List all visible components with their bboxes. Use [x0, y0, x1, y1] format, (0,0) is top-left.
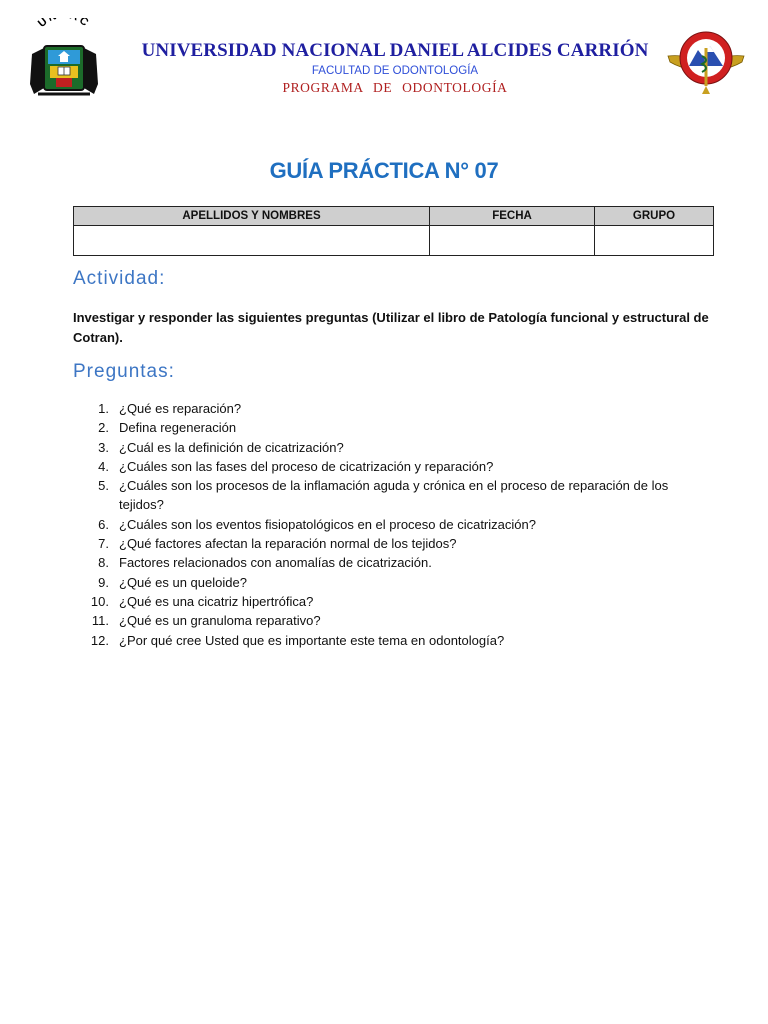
list-item-text: ¿Cuál es la definición de cicatrización? [119, 439, 344, 455]
list-item-number: 9. [98, 574, 109, 590]
list-item-number: 4. [98, 458, 109, 474]
header-group: GRUPO [595, 207, 714, 226]
student-info-table [73, 206, 714, 256]
list-item [73, 573, 715, 592]
list-item-text: ¿Cuáles son los procesos de la inflamación aguda y crónica en el proceso de reparación de los tejidos? [119, 478, 669, 513]
list-item-number: 6. [98, 516, 109, 532]
questions-heading: Preguntas: [73, 361, 175, 382]
undac-logo [28, 18, 100, 98]
list-item [73, 399, 715, 418]
group-cell[interactable] [595, 226, 714, 256]
activity-heading: Actividad: [73, 268, 166, 289]
list-item [73, 476, 715, 515]
logo-undac-text: U C [35, 18, 93, 30]
list-item [73, 553, 715, 572]
list-item [73, 631, 715, 650]
list-item-number: 1. [98, 401, 109, 416]
document-title: GUÍA PRÁCTICA N° 07 [269, 158, 499, 183]
list-item [73, 534, 715, 553]
table-header-row [74, 207, 714, 226]
list-item-number: 5. [98, 478, 109, 494]
university-name: UNIVERSIDAD NACIONAL DANIEL ALCIDES CARRIÓN [141, 40, 649, 61]
list-item-number: 3. [98, 439, 109, 455]
list-item [73, 611, 715, 630]
list-item [73, 592, 715, 611]
list-item-number: 2. [98, 420, 109, 436]
list-item-text: Defina regeneración [119, 420, 237, 436]
questions-list [73, 399, 715, 650]
list-item-text: ¿Qué factores afectan la reparación normal de los tejidos? [119, 536, 457, 552]
header-date: FECHA [430, 207, 595, 226]
list-item-text: ¿Qué es una cicatriz hipertrófica? [119, 593, 314, 609]
faculty-name: FACULTAD DE ODONTOLOGÍA [311, 65, 479, 77]
activity-text: Investigar y responder las siguientes preguntas (Utilizar el libro de Patología funcional y estructural de Cotran). [73, 310, 709, 345]
list-item-text: ¿Qué es un queloide? [119, 574, 247, 590]
list-item-number: 11. [91, 613, 109, 629]
list-item-text: ¿Cuáles son los eventos fisiopatológicos en el proceso de cicatrización? [119, 516, 536, 532]
list-item-text: ¿Cuáles son las fases del proceso de cicatrización y reparación? [119, 458, 494, 474]
list-item-number: 12. [90, 632, 109, 648]
list-item [73, 418, 715, 437]
list-item-number: 8. [98, 555, 109, 571]
list-item-text: ¿Por qué cree Usted que es importante este tema en odontología? [119, 632, 505, 648]
list-item-text: ¿Qué es reparación? [119, 401, 242, 416]
list-item [73, 438, 715, 457]
list-item [73, 515, 715, 534]
list-item-number: 10. [90, 593, 109, 609]
list-item-text: Factores relacionados con anomalías de cicatrización. [119, 555, 432, 571]
table-row [74, 226, 714, 256]
svg-text:UNDAC [36, 18, 92, 30]
program-name: PROGRAMA DE ODONTOLOGÍA [282, 80, 508, 95]
header-names: APELLIDOS Y NOMBRES [74, 207, 430, 226]
date-cell[interactable] [430, 226, 595, 256]
list-item-number: 7. [98, 536, 109, 552]
list-item [73, 457, 715, 476]
list-item-text: ¿Qué es un granuloma reparativo? [119, 613, 321, 629]
names-cell[interactable] [74, 226, 430, 256]
